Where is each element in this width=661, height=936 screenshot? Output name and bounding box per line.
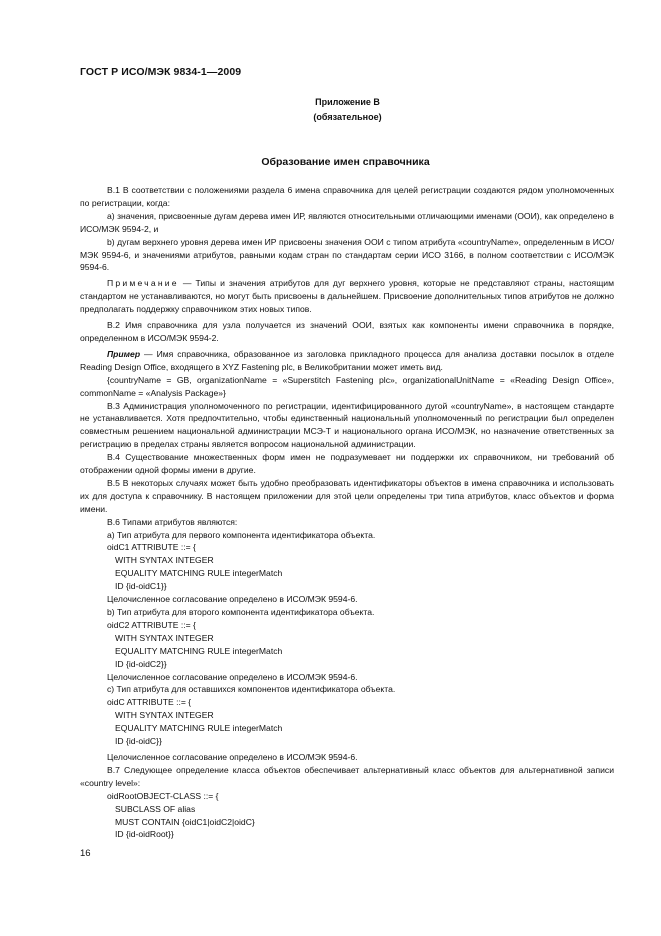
code-line: oidRootOBJECT-CLASS ::= { (107, 790, 219, 801)
code-line: ID {id-oidC}} (115, 736, 162, 747)
code-note: Целочисленное согласование определено в ИСО/МЭК 9594-6. (107, 671, 358, 682)
code-line: EQUALITY MATCHING RULE integerMatch (115, 568, 283, 579)
code-line: EQUALITY MATCHING RULE integerMatch (115, 645, 283, 656)
code-line: oidC ATTRIBUTE ::= { (107, 697, 192, 708)
note-paragraph (80, 277, 614, 316)
paragraph-b2: В.2 Имя справочника для узла получается из значений ООИ, взятых как компоненты имени справочника в порядке, определенном в ИСО/МЭК 9594-2. (80, 320, 614, 343)
list-item-b6-c: с) Тип атрибута для оставшихся компонентов идентификатора объекта. (107, 684, 396, 695)
page-number: 16 (80, 848, 91, 859)
example-value: {countryName = GB, organizationName = «Superstitch Fastening plc», organizationalUnitName = «Reading Design Office», commonName = «Analysis Package»} (80, 374, 614, 398)
code-line: SUBCLASS OF alias (115, 803, 196, 814)
appendix-heading (0, 95, 661, 125)
body-text (80, 184, 614, 841)
code-line: WITH SYNTAX INTEGER (115, 710, 214, 721)
list-item-b1-b: b) дугам верхнего уровня дерева имен ИР присвоены значения ООИ с типом атрибута «countryName», определенным в ИСО/МЭК 9594-6, и значениями атрибутов, равными кодам стран по стандартам серии ИСО 3166, в полном соответствии с ИСО/МЭК 9594-6. (80, 236, 614, 273)
appendix-status: (обязательное) (313, 112, 382, 122)
note-text: — Типы и значения атрибутов для дуг верхнего уровня, которые не представляют страны, настоящим стандартом не устанавливаются, но могут быть присвоены в дальнейшем. Присвоение дополнительных типов атрибутов не должно предполагать поддержку справочником этих новых типов. (80, 278, 614, 315)
paragraph-b1: В.1 В соответствии с положениями раздела 6 имена справочника для целей регистрации создаются рядом уполномоченных по регистрации, когда: (80, 185, 614, 208)
paragraph-b4: В.4 Существование множественных форм имен не подразумевает ни поддержки их справочником, ни требований об отображении одной формы имени в другие. (80, 452, 614, 476)
code-line: WITH SYNTAX INTEGER (115, 555, 214, 566)
code-line: WITH SYNTAX INTEGER (115, 632, 214, 643)
example-label: Пример (107, 348, 141, 359)
code-line: oidC1 ATTRIBUTE ::= { (107, 542, 196, 553)
standard-header: ГОСТ Р ИСО/МЭК 9834-1—2009 (80, 66, 242, 78)
list-item-b1-a: а) значения, присвоенные дугам дерева имен ИР, являются относительными отличающими именами (ООИ), как определено в ИСО/МЭК 9594-2, и (80, 210, 614, 234)
code-note: Целочисленное согласование определено в ИСО/МЭК 9594-6. (107, 594, 358, 605)
paragraph-b3: В.3 Администрация уполномоченного по регистрации, идентифицированного дугой «countryName», в настоящем стандарте не устанавливается. Хотя предпочтительно, чтобы единственный национальный уполномоченный по регистрации был определен совместным решением национальной администрации МСЭ-Т и национального органа ИСО/МЭК, но назначение ответственных за регистрацию в пределах страны является вопросом национальной администрации. (80, 400, 614, 450)
example-text: — Имя справочника, образованное из заголовка прикладного процесса для анализа доставки посылок в отделе Reading Design Office, входящего в XYZ Fastening plc, в Великобритании может иметь вид. (80, 348, 614, 372)
section-title (0, 156, 661, 168)
paragraph-b7: В.7 Следующее определение класса объектов обеспечивает альтернативный класс объектов для альтернативной записи «country level»: (80, 764, 614, 788)
paragraph-b5: В.5 В некоторых случаях может быть удобно преобразовать идентификаторы объектов в имена справочника и использовать их для доступа к справочнику. В настоящем приложении для этой цели определены три типа атрибутов, класс объектов и форма имени. (80, 477, 614, 514)
list-item-b6-b: b) Тип атрибута для второго компонента идентификатора объекта. (107, 607, 375, 617)
code-line: MUST CONTAIN {oidC1|oidC2|oidC} (115, 816, 255, 827)
section-title-text: Образование имен справочника (261, 156, 430, 168)
code-line: ID {id-oidC1}} (115, 581, 167, 592)
paragraph-b6: В.6 Типами атрибутов являются: (107, 516, 238, 527)
code-line: ID {id-oidRoot}} (115, 829, 174, 840)
code-note: Целочисленное согласование определено в ИСО/МЭК 9594-6. (107, 751, 358, 762)
list-item-b6-a: а) Тип атрибута для первого компонента идентификатора объекта. (107, 529, 376, 540)
code-line: ID {id-oidC2}} (115, 658, 167, 669)
note-label: Примечание (107, 278, 179, 289)
code-line: EQUALITY MATCHING RULE integerMatch (115, 723, 283, 734)
code-line: oidC2 ATTRIBUTE ::= { (107, 619, 196, 630)
example-paragraph (80, 348, 614, 374)
appendix-label: Приложение B (315, 97, 380, 107)
